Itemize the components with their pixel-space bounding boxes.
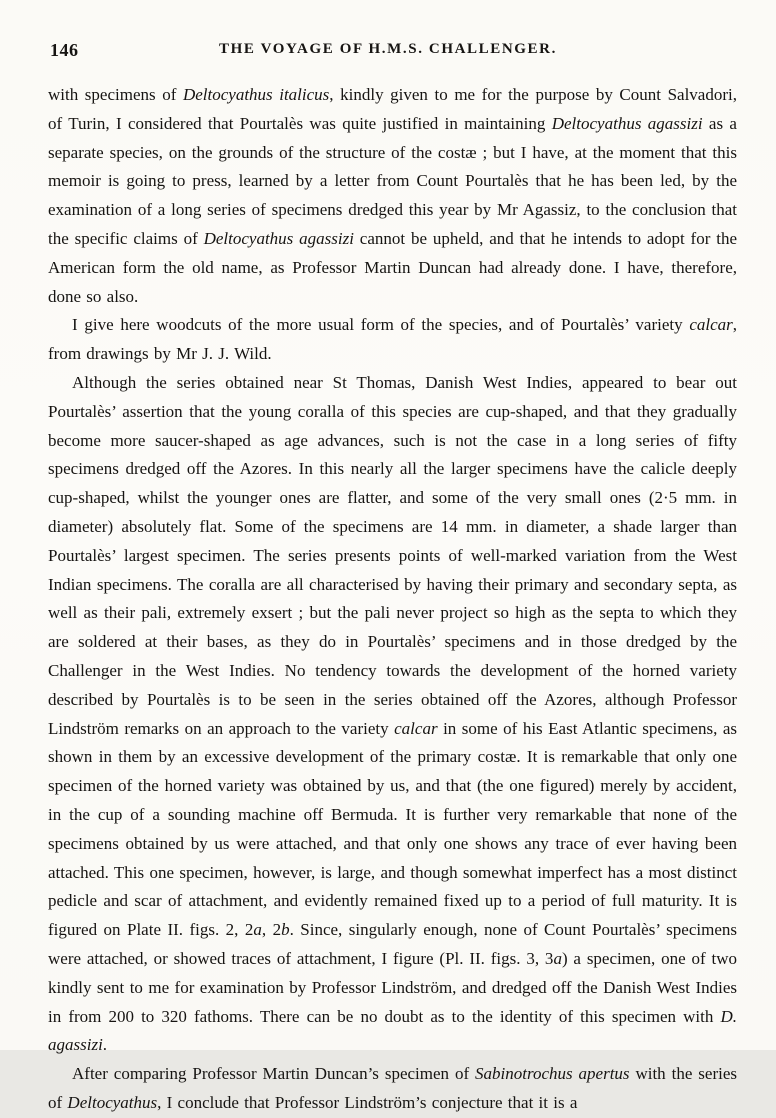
text-run: with the series of bbox=[48, 1064, 737, 1112]
italic-text-run: calcar bbox=[394, 718, 438, 738]
italic-text-run: Deltocyathus italicus bbox=[182, 85, 330, 104]
paragraph bbox=[48, 369, 737, 1060]
text-run: as a separate species, on the grounds of the structure of the costæ ; but I have, at the moment that this memoir is going to press, learned by a letter from Count Pourtalès that he has been led, by the examination of a long series of specimens dredged this year by Mr Agassiz, to the conclusion that the specific claims of bbox=[48, 113, 737, 248]
running-head bbox=[0, 40, 776, 64]
italic-text-run: Deltocyathus agassizi bbox=[551, 113, 703, 133]
italic-text-run: a bbox=[253, 920, 262, 940]
text-run: , I conclude that Professor Lindström’s conjecture that it is a bbox=[157, 1092, 578, 1112]
italic-text-run: Deltocyathus bbox=[67, 1092, 158, 1112]
italic-text-run: calcar bbox=[689, 315, 733, 335]
italic-text-run: Sabinotrochus apertus bbox=[475, 1064, 630, 1084]
paragraphs-container bbox=[48, 81, 737, 1118]
text-run: with specimens of bbox=[48, 85, 183, 104]
paragraph bbox=[48, 81, 737, 311]
text-run: , 2 bbox=[261, 920, 282, 940]
text-run: Although the series obtained near St Thomas, Danish West Indies, appeared to bear out Pourtalès’ assertion that the young coralla of this species are cup-shaped, and that they gradually become more saucer-shaped as age advances, such is not the case in a long series of fifty specimens dredged off the Azores. In this nearly all the larger specimens have the calicle deeply cup-shaped, whilst the younger ones are flatter, and some of the very small ones (2·5 mm. in diameter) absolutely flat. Some of the specimens are 14 mm. in diameter, a shade larger than Pourtalès’ largest specimen. The series presents points of well-marked variation from the West Indian specimens. The coralla are all characterised by having their primary and secondary septa, as well as their pali, extremely exsert ; but the pali never project so high as the septa to which they are soldered at their bases, as they do in Pourtalès’ specimens and in those dredged by the Challenger in the West Indies. No tendency towards the development of the horned variety described by Pourtalès is to be seen in the series obtained off the Azores, although Professor Lindström remarks on an approach to the variety bbox=[48, 372, 737, 738]
text-run: , kindly given to me for the purpose by Count Salvadori, of Turin, I considered that Pourtalès was quite justified in maintaining bbox=[48, 85, 737, 133]
italic-text-run: D. agassizi bbox=[48, 1006, 737, 1055]
text-run: , from drawings by Mr J. J. Wild. bbox=[48, 315, 737, 364]
running-title: THE VOYAGE OF H.M.S. CHALLENGER. bbox=[219, 41, 557, 57]
paragraph bbox=[48, 1060, 737, 1118]
text-run: After comparing Professor Martin Duncan’s specimen of bbox=[72, 1064, 476, 1084]
text-run: in some of his East Atlantic specimens, as shown in them by an excessive development of the primary costæ. It is remarkable that only one specimen of the horned variety was obtained by us, and that (the one figured) merely by accident, in the cup of a sounding machine off Bermuda. It is further very remarkable that none of the specimens obtained by us were attached, and that only one shows any trace of ever having been attached. This one specimen, however, is large, and though somewhat imperfect has a most distinct pedicle and scar of attachment, and evidently remained fixed up to a period of full maturity. It is figured on Plate II. figs. 2, 2 bbox=[48, 718, 737, 940]
paragraph bbox=[48, 311, 737, 369]
text-run: ) a specimen, one of two kindly sent to me for examination by Professor Lindström, and dredged off the Danish West Indies in from 200 to 320 fathoms. There can be no doubt as to the identity of this specimen with bbox=[48, 948, 737, 1026]
italic-text-run: a bbox=[553, 948, 562, 968]
text-run: . bbox=[102, 1035, 108, 1055]
text-run: I give here woodcuts of the more usual form of the species, and of Pourtalès’ variety bbox=[72, 315, 690, 335]
text-run: cannot be upheld, and that he intends to adopt for the American form the old name, as Professor Martin Duncan had already done. I have, therefore, done so also. bbox=[48, 228, 738, 306]
page-number: 146 bbox=[50, 40, 79, 60]
text-run: . Since, singularly enough, none of Count Pourtalès’ specimens were attached, or showed traces of attachment, I figure (Pl. II. figs. 3, 3 bbox=[48, 920, 738, 968]
italic-text-run: b bbox=[281, 920, 290, 940]
italic-text-run: Deltocyathus agassizi bbox=[203, 228, 354, 248]
